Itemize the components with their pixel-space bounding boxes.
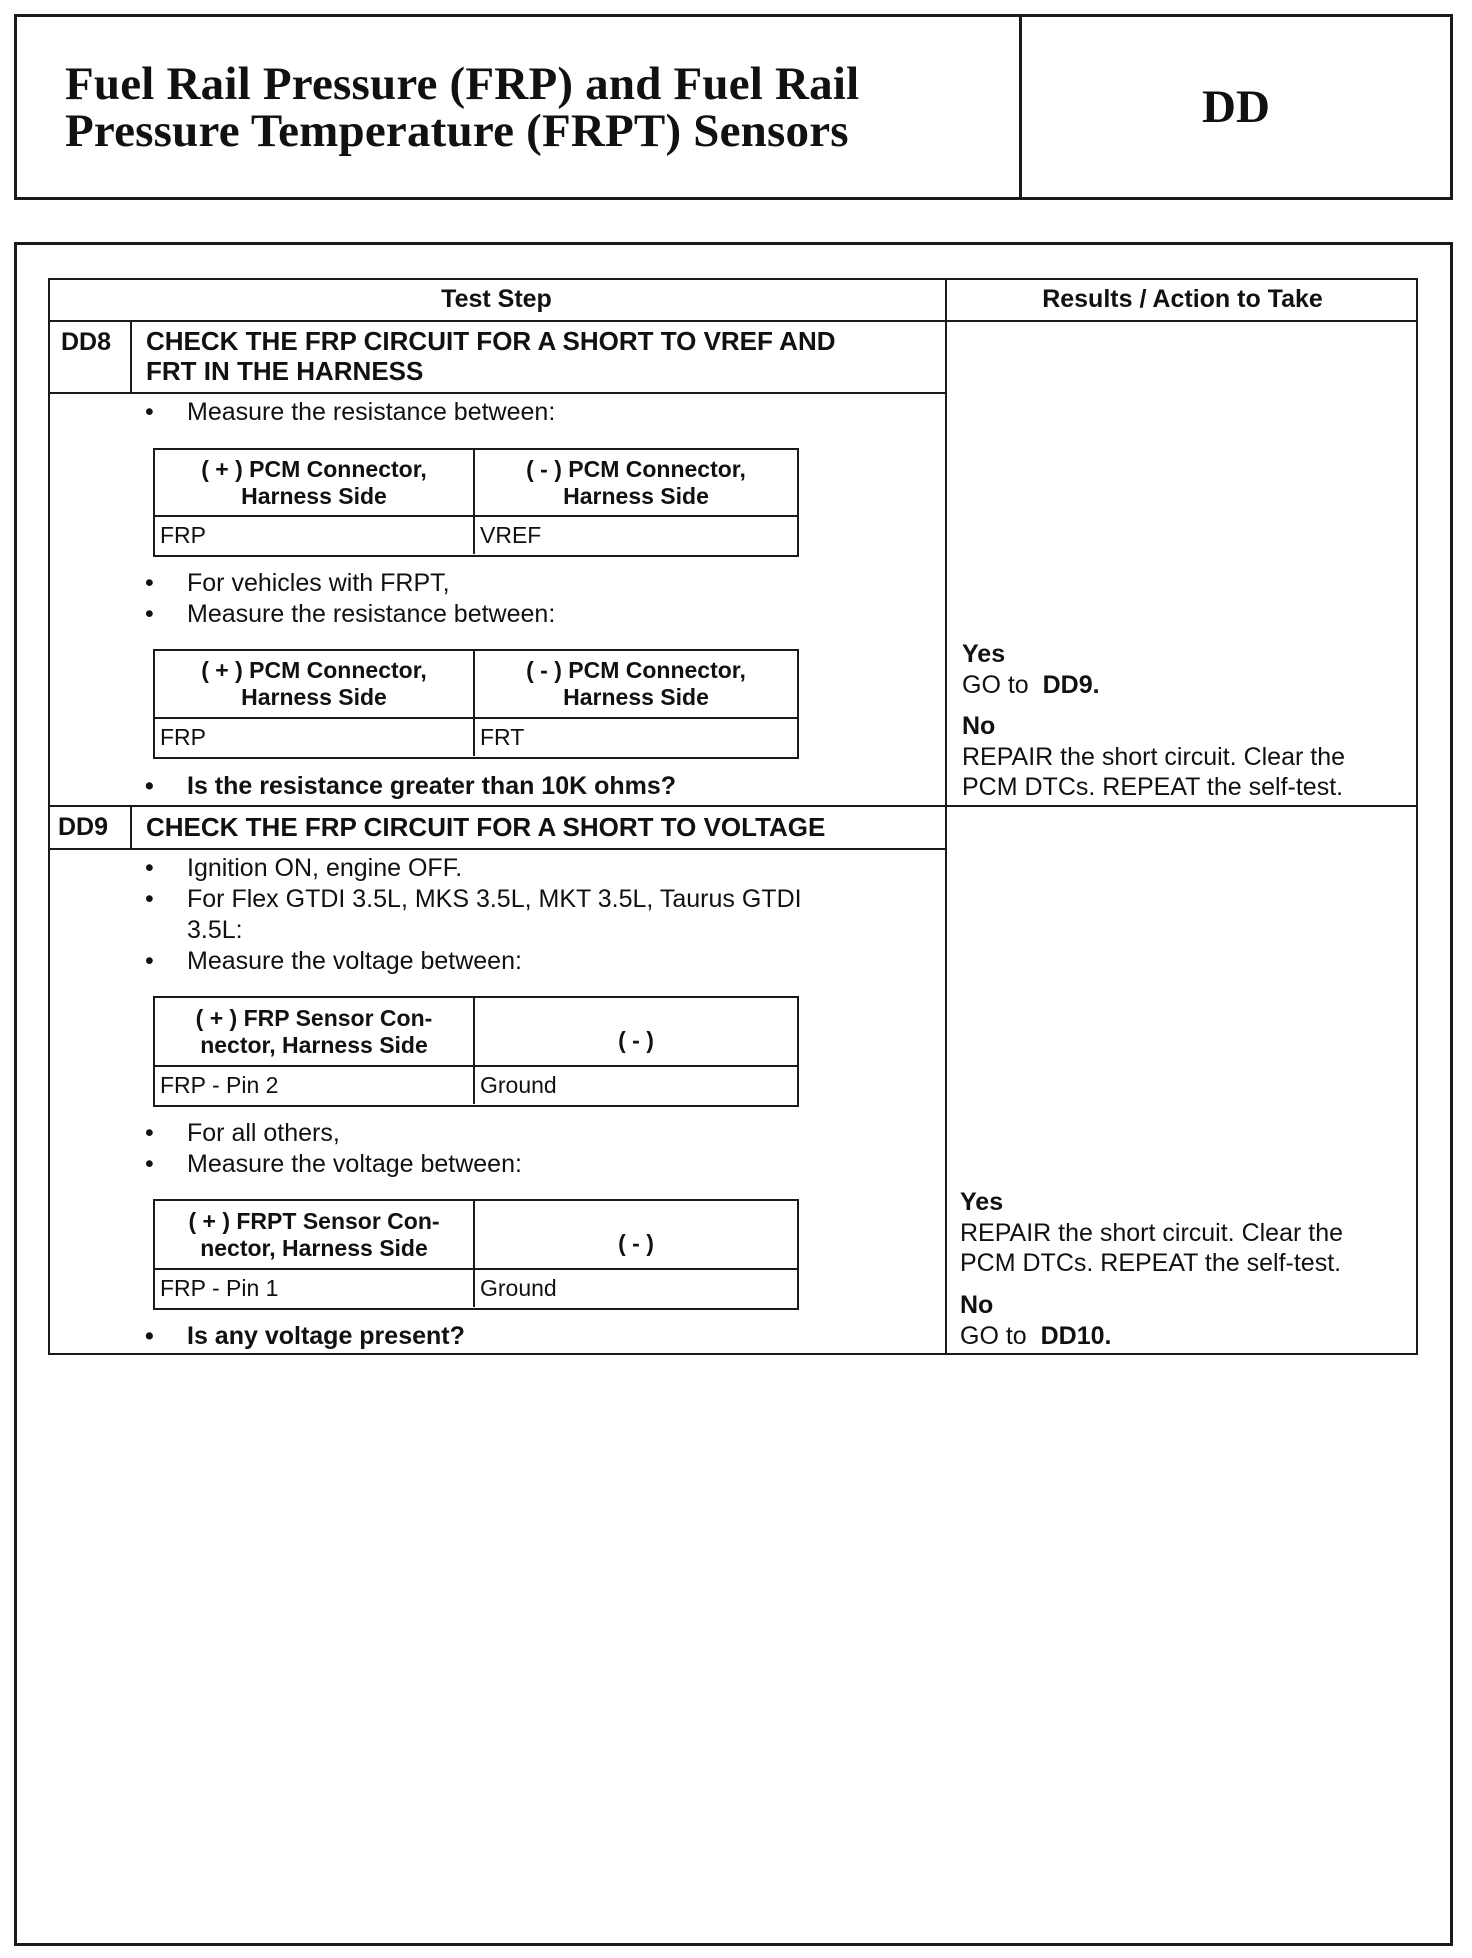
dd8-bullet-measure [145, 397, 555, 428]
column-divider-results [945, 278, 947, 1355]
step-id-dd8: DD8 [61, 328, 112, 356]
dd8-result-no-action [962, 742, 1345, 802]
dd8-question [145, 771, 676, 802]
dd9-question-text: Is any voltage present? [187, 1322, 465, 1350]
bullet-icon: • [145, 947, 154, 975]
dd8-no-line-1: REPAIR the short circuit. Clear the [962, 743, 1346, 771]
dd8-measure-table-2 [153, 649, 799, 759]
dd8-bullet-vehicles-text: For vehicles with FRPT, [187, 569, 450, 597]
bullet-icon: • [145, 885, 154, 913]
bullet-icon: • [145, 569, 154, 597]
dd8-bullet-vehicles [145, 568, 450, 599]
header-text-line-1: ( - ) PCM Connector, [526, 455, 746, 482]
dd9-bullet-vehicles [145, 884, 802, 915]
dd9-result-no-label: No [960, 1291, 994, 1319]
dd9-bullet-others [145, 1118, 340, 1149]
dd9-bullet-vehicles-cont: 3.5L: [187, 916, 243, 944]
dd9-bullet-others-text: For all others, [187, 1119, 340, 1147]
step-title-dd8-line-1: CHECK THE FRP CIRCUIT FOR A SHORT TO VREF AND [146, 326, 836, 356]
step-id-dd9: DD9 [58, 813, 109, 841]
dd9-yes-line-2: PCM DTCs. REPEAT the self-test. [960, 1249, 1342, 1277]
dd8-yes-prefix: GO to [962, 671, 1029, 699]
dd8-question-text: Is the resistance greater than 10K ohms? [187, 772, 677, 800]
header-text-line-1: ( - ) PCM Connector, [526, 657, 746, 683]
dd9-title-divider [48, 848, 945, 850]
header-text-line-1: ( + ) FRP Sensor Con- [195, 1004, 433, 1031]
dd8-yes-target: DD9. [1042, 671, 1100, 699]
page-title [17, 17, 1022, 197]
bullet-icon: • [145, 1119, 154, 1147]
section-code: DD [1202, 81, 1270, 133]
bullet-icon: • [145, 772, 154, 800]
dd8-result-yes-label: Yes [962, 640, 1006, 668]
dd9-result-no-action [960, 1321, 1111, 1351]
dd9-yes-line-1: REPAIR the short circuit. Clear the [960, 1219, 1344, 1247]
header-text-line-1: ( + ) FRPT Sensor Con- [188, 1207, 440, 1234]
dd8-bullet-measure-text: Measure the resistance between: [187, 398, 556, 426]
page-header [14, 14, 1453, 200]
table-header-positive [155, 998, 475, 1067]
dd8-result-yes-action [962, 670, 1100, 700]
table-cell-positive: FRP - Pin 2 [155, 1067, 475, 1104]
step-title-dd9: CHECK THE FRP CIRCUIT FOR A SHORT TO VOLTAGE [146, 812, 826, 842]
header-row-divider [48, 320, 1418, 322]
bullet-icon: • [145, 854, 154, 882]
header-text-line-2: Harness Side [241, 684, 387, 710]
column-header-results: Results / Action to Take [1042, 285, 1323, 313]
header-text-line-2: Harness Side [241, 482, 387, 509]
dd8-id-divider [130, 320, 132, 393]
table-header-negative: ( - ) [475, 998, 797, 1067]
dd8-title-divider [48, 392, 945, 394]
table-header-positive [155, 450, 475, 517]
table-header-negative [475, 651, 797, 719]
bullet-icon: • [145, 1322, 154, 1350]
dd8-measure-table-1 [153, 448, 799, 557]
dd9-question [145, 1321, 465, 1352]
dd9-bullet-measure-text: Measure the voltage between: [187, 947, 522, 975]
table-cell-positive: FRP [155, 719, 475, 756]
header-text-line-1: ( + ) PCM Connector, [201, 657, 427, 683]
column-header-test-step: Test Step [441, 285, 552, 313]
dd9-no-target: DD10. [1040, 1322, 1112, 1350]
table-cell-negative: FRT [480, 724, 525, 750]
step-title-dd8-line-2: FRT IN THE HARNESS [146, 356, 424, 386]
table-header-positive [155, 1201, 475, 1270]
table-cell-negative: Ground [480, 1072, 557, 1098]
dd9-bullet-ignition-text: Ignition ON, engine OFF. [187, 854, 463, 882]
dd9-measure-table-1 [153, 996, 799, 1107]
page-title-line-1: Fuel Rail Pressure (FRP) and Fuel Rail [65, 58, 860, 110]
table-cell-negative: Ground [480, 1275, 557, 1301]
table-header-positive [155, 651, 475, 719]
header-text-line-2: Harness Side [563, 684, 709, 710]
header-text-line-1: ( + ) PCM Connector, [201, 455, 427, 482]
table-header-negative [475, 450, 797, 517]
dd9-bullet-vehicles-text: For Flex GTDI 3.5L, MKS 3.5L, MKT 3.5L, Taurus GTDI [187, 885, 802, 913]
table-cell-negative: VREF [480, 522, 542, 548]
header-text-line-2: Harness Side [563, 482, 709, 509]
bullet-icon: • [145, 1150, 154, 1178]
dd8-bullet-measure-2-text: Measure the resistance between: [187, 600, 556, 628]
dd9-bullet-measure [145, 946, 522, 977]
header-text-line-2: nector, Harness Side [200, 1031, 428, 1058]
header-text-line-2: nector, Harness Side [200, 1234, 428, 1261]
bullet-icon: • [145, 398, 154, 426]
dd9-bullet-measure-2 [145, 1149, 522, 1180]
dd8-no-line-2: PCM DTCs. REPEAT the self-test. [962, 773, 1344, 801]
dd9-bullet-measure-2-text: Measure the voltage between: [187, 1150, 522, 1178]
dd9-measure-table-2 [153, 1199, 799, 1310]
dd9-bullet-ignition [145, 853, 462, 884]
dd8-bullet-measure-2 [145, 599, 555, 630]
dd8-result-no-label: No [962, 712, 996, 740]
dd9-result-yes-label: Yes [960, 1188, 1004, 1216]
dd9-no-prefix: GO to [960, 1322, 1027, 1350]
table-cell-positive: FRP [155, 517, 475, 554]
step-title-dd8 [146, 326, 836, 386]
table-header-negative: ( - ) [475, 1201, 797, 1270]
dd9-id-divider [130, 805, 132, 849]
dd9-result-yes-action [960, 1218, 1343, 1278]
bullet-icon: • [145, 600, 154, 628]
page-title-line-2: Pressure Temperature (FRPT) Sensors [65, 105, 849, 157]
dd8-dd9-divider [48, 805, 1418, 807]
table-cell-positive: FRP - Pin 1 [155, 1270, 475, 1307]
